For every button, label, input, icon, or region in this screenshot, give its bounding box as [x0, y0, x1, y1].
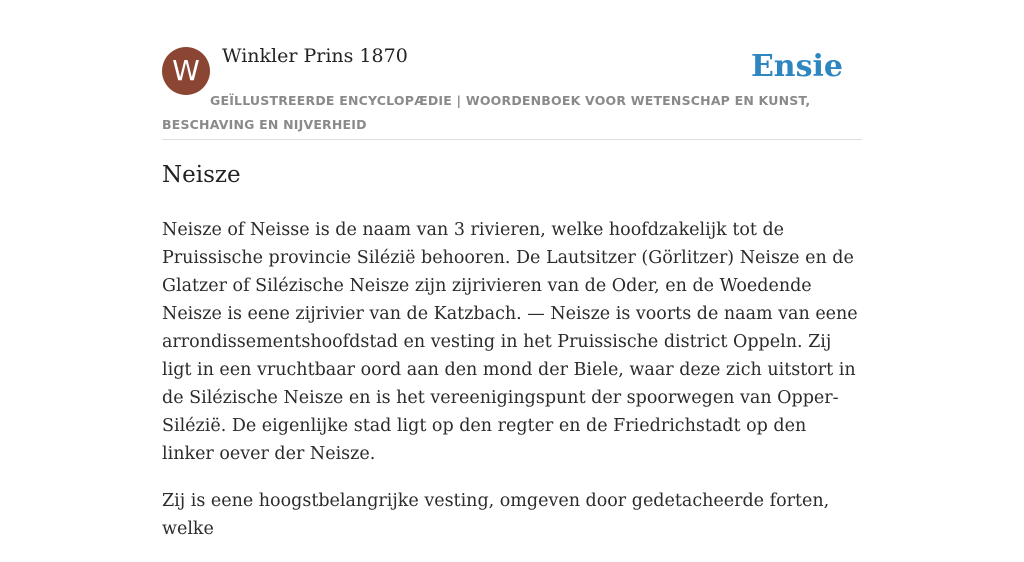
- source-title-link[interactable]: Winkler Prins 1870: [222, 45, 408, 67]
- page-container: [162, 0, 862, 539]
- article-paragraph: Zij is eene hoogstbelangrijke vesting, omgeven door gedetacheerde forten, welke: [162, 491, 830, 539]
- article-title: Neisze: [162, 162, 241, 188]
- article-body: [162, 216, 862, 562]
- article-paragraph: Neisze of Neisse is de naam van 3 rivieren, welke hoofdzakelijk tot de Pruissische provincie Silézië behooren. De Lautsitzer (Görlitzer) Neisze en de Glatzer of Silézische Neisze zijn zijrivieren van de Oder, en de Woedende Neisze is eene zijrivier van de Katzbach. — Neisze is voorts de naam van eene arrondissementshoofdstad en vesting in het Pruissische district Oppeln. Zij ligt in een vruchtbaar oord aan den mond der Biele, waar deze zich uitstort in de Silézische Neisze en is het vereenigingspunt der spoorwegen van Opper-Silézië. De eigenlijke stad ligt op den regter en de Friedrichstadt op den linker oever der Neisze.: [162, 220, 858, 464]
- source-header: [162, 0, 862, 140]
- source-subtitle: GEÏLLUSTREERDE ENCYCLOPÆDIE | WOORDENBOEK VOOR WETENSCHAP EN KUNST, BESCHAVING EN NIJVERHEID: [162, 93, 811, 132]
- source-avatar[interactable]: W: [162, 47, 210, 95]
- ensie-logo[interactable]: Ensie: [750, 49, 843, 84]
